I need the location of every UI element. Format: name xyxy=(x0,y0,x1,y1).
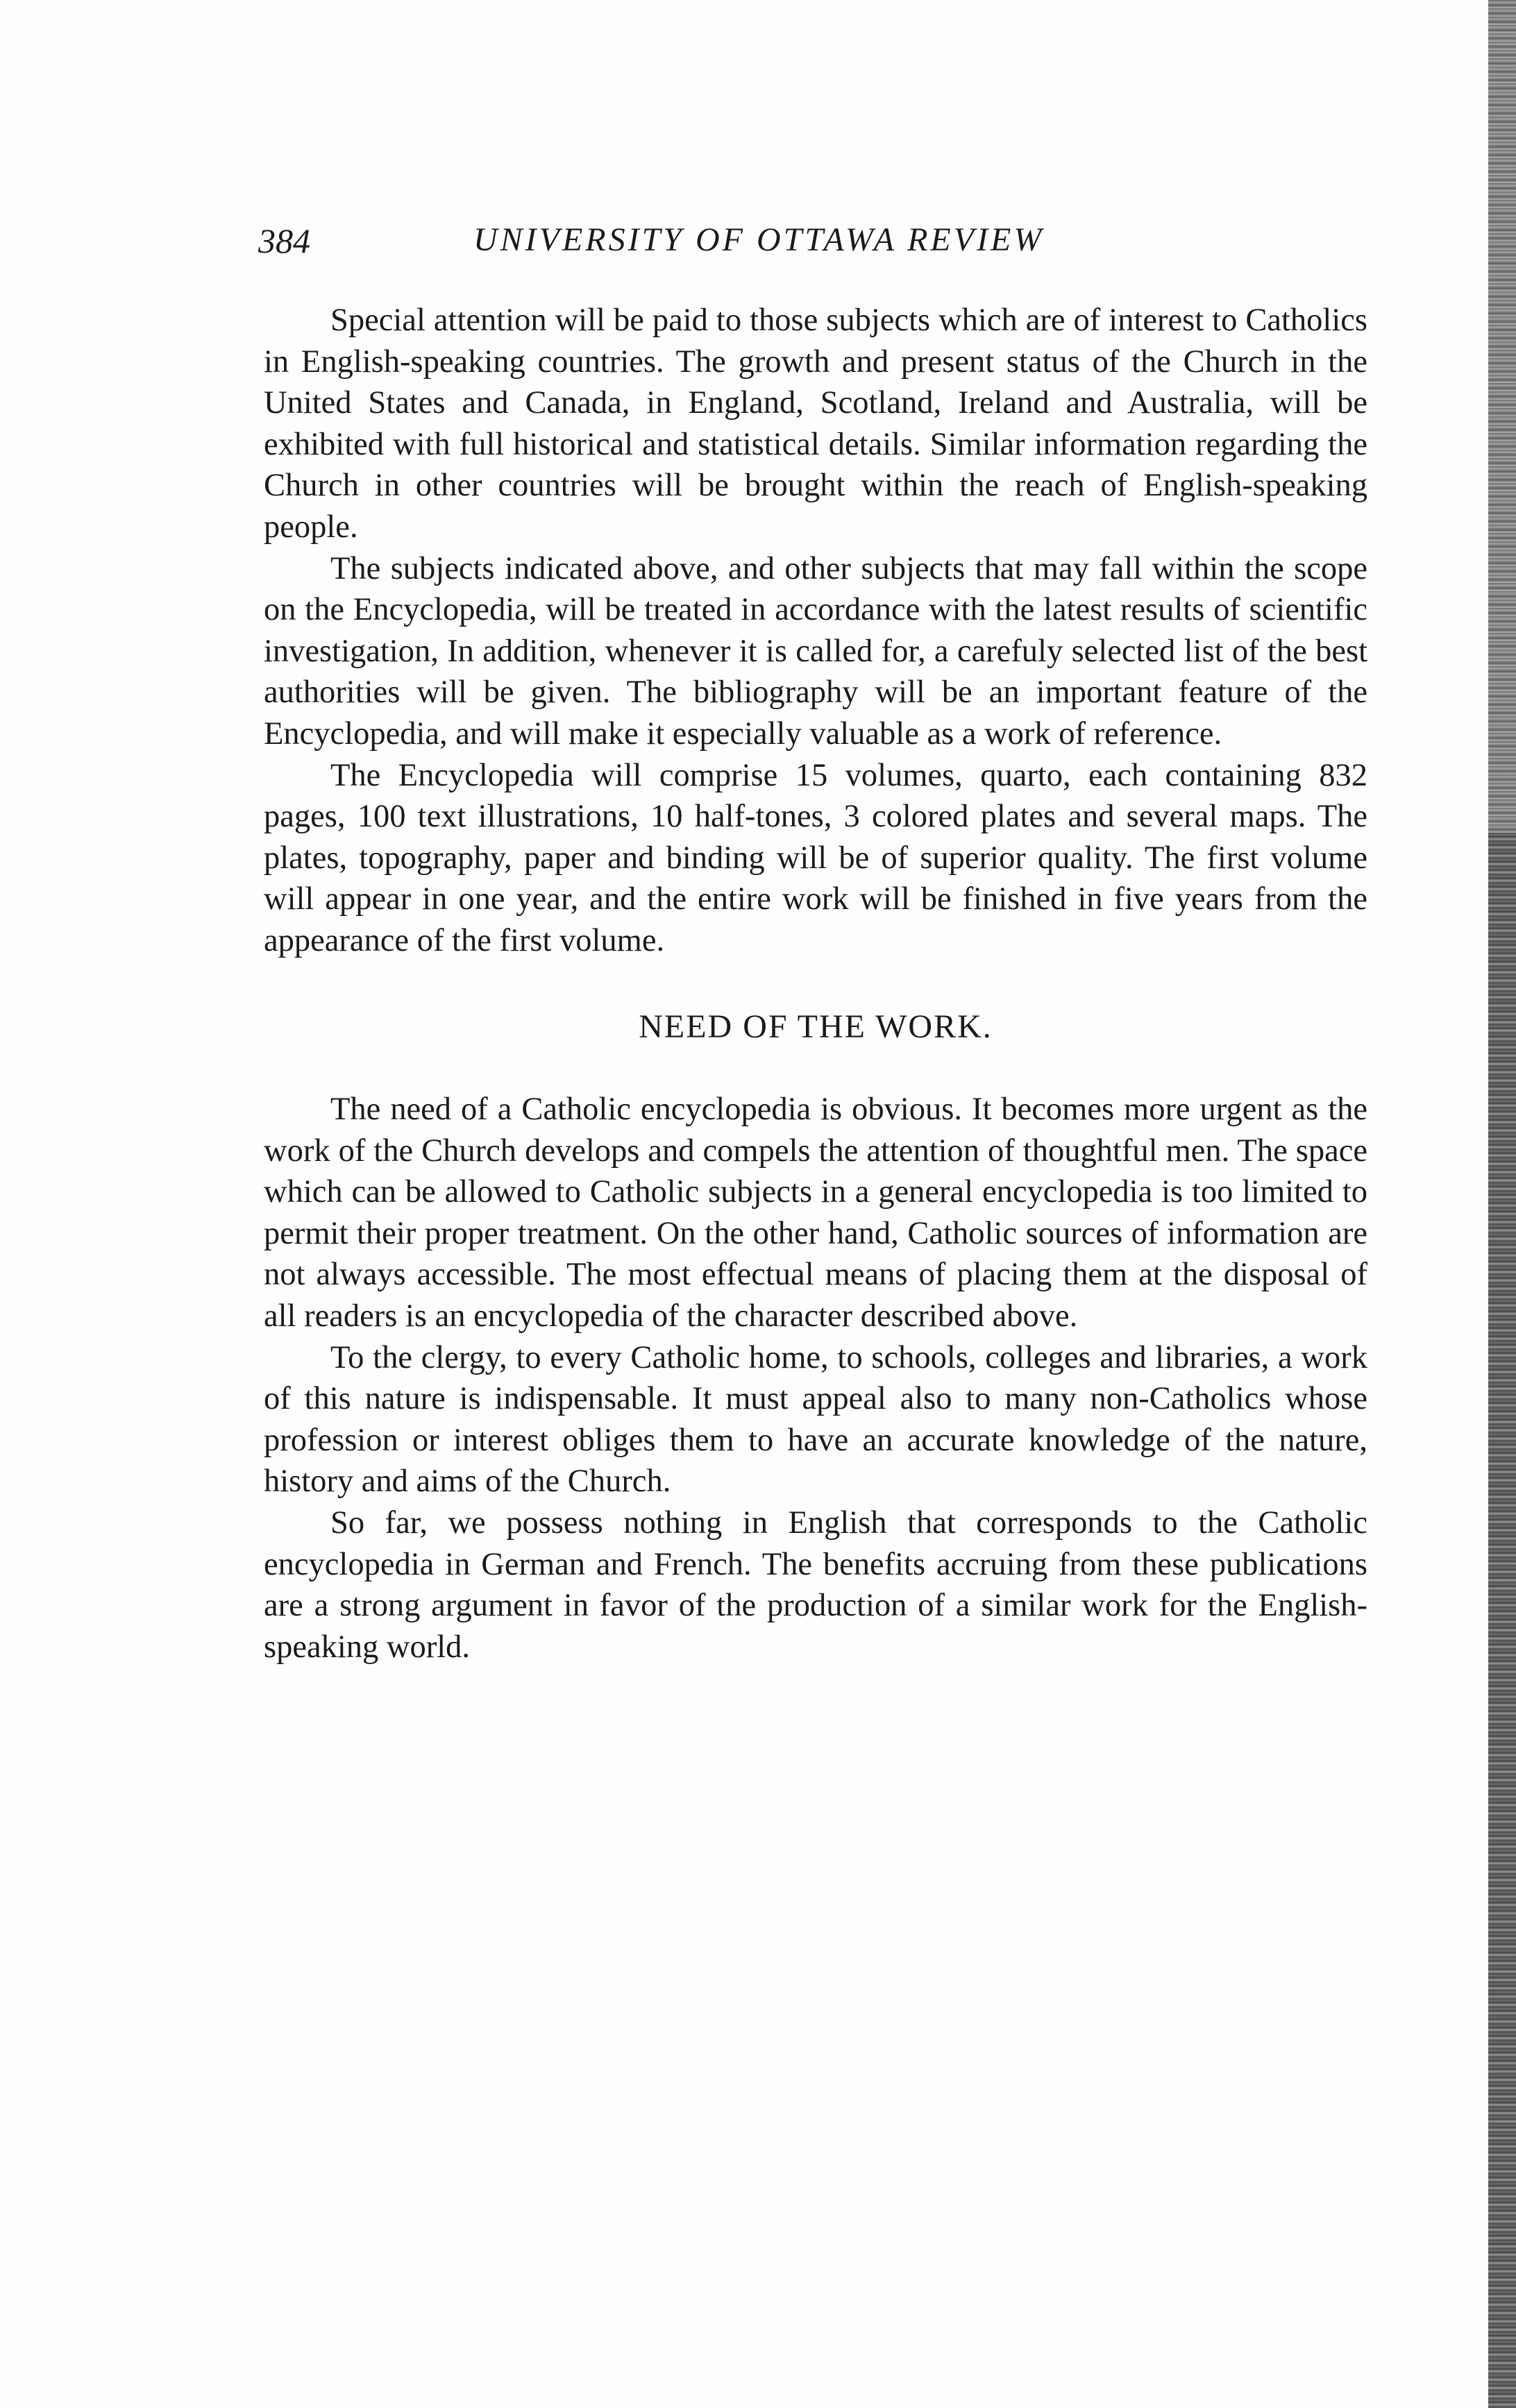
page-number: 384 xyxy=(258,221,310,260)
paragraph: The Encyclopedia will comprise 15 volumes, quarto, each containing 832 pages, 100 text illustrations, 10 half-tones, 3 colored plates and several maps. The plates, topography, paper and binding will be of superior quality. The first volume will appear in one year, and the entire work will be finished in five years from the appearance of the first volume. xyxy=(264,757,1367,958)
paragraph: Special attention will be paid to those subjects which are of interest to Catholics in English-speaking countries. The growth and present status of the Church in the United States and Canada, in England, Scotland, Ireland and Australia, will be exhibited with full historical and statistical details. Similar information regarding the Church in other countries will be brought within the reach of English-speaking people. xyxy=(264,303,1367,545)
article-body xyxy=(264,300,1367,1668)
paragraph: The subjects indicated above, and other subjects that may fall within the scope on the Encyclopedia, will be treated in accordance with the latest results of scientific investigation, In addition, whenever it is called for, a carefuly selected list of the best authorities will be given. The bibliography will be an important feature of the Encyclopedia, and will make it especially valuable as a work of reference. xyxy=(264,550,1367,752)
running-title: UNIVERSITY OF OTTAWA REVIEW xyxy=(473,221,1045,258)
page-edge-shadow-top xyxy=(1488,0,1516,833)
paragraph: To the clergy, to every Catholic home, to schools, colleges and libraries, a work of this nature is indispensable. It must appeal also to many non-Catholics whose profession or interest obliges them to have an accurate knowledge of the nature, history and aims of the Church. xyxy=(264,1339,1367,1500)
paragraph: The need of a Catholic encyclopedia is obvious. It becomes more urgent as the work of the Church develops and compels the attention of thoughtful men. The space which can be allowed to Catholic subjects in a general encyclopedia is too limited to permit their proper treatment. On the other hand, Catholic sources of information are not always accessible. The most effectual means of placing them at the disposal of all readers is an encyclopedia of the character described above. xyxy=(264,1092,1367,1334)
paragraph: So far, we possess nothing in English that corresponds to the Catholic encyclopedia in German and French. The benefits accruing from these publications are a strong argument in favor of the production of a similar work for the English-speaking world. xyxy=(264,1505,1367,1665)
section-heading: NEED OF THE WORK. xyxy=(639,1008,993,1045)
page-header xyxy=(258,221,1369,262)
